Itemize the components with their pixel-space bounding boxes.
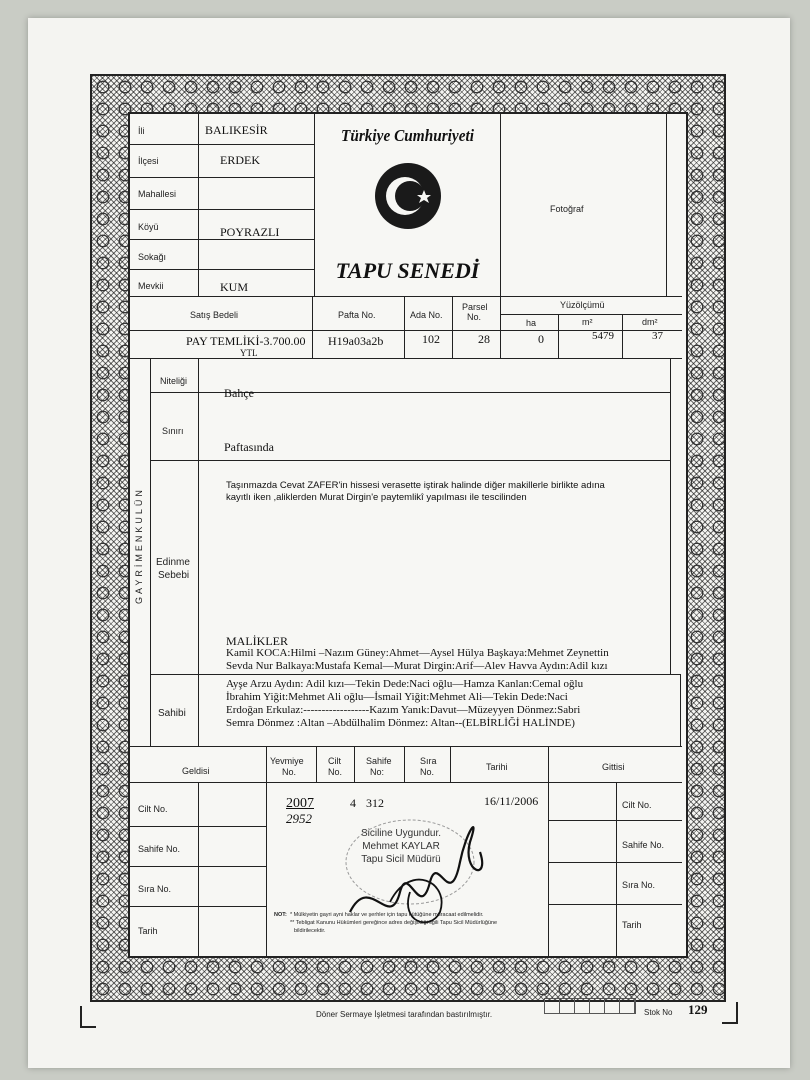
note-line: * Mülkiyetin gayri ayni haklar ve şerhler için tapu kütüğüne müracaat edilmelidir. [290,912,484,918]
tarihi-label: Tarihi [486,762,508,772]
geldisi-sahife-label: Sahife No. [138,844,181,854]
owner-line: Erdoğan Erkulaz:------------------Kazım Yanık:Davut—Müzeyyen Dönmez:Sabri [226,704,581,716]
geldisi-label: Geldisi [182,766,210,776]
ilce-label: İlçesi [138,156,159,166]
edinme-label-2: Sebebi [158,570,190,581]
gittisi-sira-label: Sıra No. [622,880,656,890]
yevmiye-value: 2007 [286,796,314,811]
tarih-value: 16/11/2006 [484,794,539,808]
ada-value: 102 [422,332,440,346]
parsel-label-no: No. [467,312,482,322]
geldisi-sira-label: Sıra No. [138,884,172,894]
owner-line: Semra Dönmez :Altan –Abdülhalim Dönmez: Altan--(ELBİRLİĞİ HALİNDE) [226,717,575,729]
stok-label: Stok No [644,1008,673,1017]
owner-line: Kamil KOCA:Hilmi –Nazım Güney:Ahmet—Aysel Hülya Başkaya:Mehmet Zeynettin [226,647,609,659]
m2-value: 5479 [592,330,614,342]
geldisi-tarih-label: Tarih [138,926,158,936]
owner-line: Sevda Nur Balkaya:Mustafa Kemal—Murat Dirgin:Arif—Alev Havva Aydın:Adil kızı [226,660,608,672]
owner-line: İbrahim Yiğit:Mehmet Ali oğlu—İsmail Yiğit:Mehmet Ali—Tekin Dede:Naci [226,691,568,703]
stok-number: 129 [688,1002,708,1017]
crescent-star-emblem [374,162,442,230]
note-line: bildirilecektir. [294,928,326,934]
owners-title: MALİKLER [226,634,288,648]
parsel-value: 28 [478,332,490,346]
gittisi-cilt-label: Cilt No. [622,800,652,810]
mahalle-label: Mahallesi [138,189,177,199]
koy-value: POYRAZLI [220,225,280,239]
owner-line: Ayşe Arzu Aydın: Adil kızı—Tekin Dede:Naci oğlu—Hamza Kanlan:Cemal oğlu [226,678,584,690]
satis-value: PAY TEMLİKİ-3.700.00 [186,334,306,348]
ha-label: ha [526,318,537,328]
il-value: BALIKESİR [205,123,268,137]
sira-label-no: No. [420,767,435,777]
sahibi-label: Sahibi [158,708,186,719]
koy-label: Köyü [138,222,159,232]
yevmiye-label-no: No. [282,767,297,777]
satis-label: Satış Bedeli [190,310,239,320]
note-label: NOT: [274,912,287,918]
siniri-value: Paftasında [224,440,274,454]
gittisi-tarih-label: Tarih [622,920,642,930]
stamp-line: Mehmet KAYLAR [362,841,440,852]
gittisi-label: Gittisi [602,762,625,772]
printer-note: Döner Sermaye İşletmesi tarafından bastırılmıştır. [316,1010,493,1019]
cilt-label-no: No. [328,767,343,777]
edinme-text-2: kayıtlı iken ,aliklerden Murat Dirgin'e paytemlikî yapılması ile tescilinden [226,492,527,503]
ilce-value: ERDEK [220,153,260,167]
mevki-label: Mevkii [138,281,164,291]
cilt-label: Cilt [328,756,341,766]
edinme-label: Edinme [156,557,190,568]
gittisi-sahife-label: Sahife No. [622,840,665,850]
sahife-label-no: No: [370,767,385,777]
barcode-boxes [544,998,636,1014]
photo-label: Fotoğraf [550,204,584,214]
yevmiye-label: Yevmiye [270,756,304,766]
sokak-label: Sokağı [138,252,167,262]
parsel-label: Parsel [462,302,488,312]
geldisi-cilt-label: Cilt No. [138,804,168,814]
satis-currency: YTL [240,348,258,358]
stamp-line: Tapu Sicil Müdürü [361,854,441,865]
pafta-value: H19a03a2b [328,334,384,348]
il-label: İli [138,126,145,136]
m2-label: m² [582,317,593,327]
stamp-line: Siciline Uygundur. [360,828,442,839]
sira-label: Sıra [420,756,437,766]
niteligi-label: Niteliği [160,376,188,386]
country-name: Türkiye Cumhuriyeti [340,126,475,145]
note-line: ** Tebligat Kanunu Hükümleri gereğince adres değişikliği ilgili Tapu Sicil Müdürlüğüne [290,920,498,926]
cilt-value: 4 [350,796,356,810]
dm2-label: dm² [642,317,658,327]
deed-title: TAPU SENEDİ [335,258,480,283]
sahife-value: 312 [366,796,384,810]
yuzolcumu-label: Yüzölçümü [560,300,605,310]
sahife-label: Sahife [366,756,392,766]
gayrimenkul-side-label: GAYRİMENKULÜN [134,487,144,604]
corner-mark-left [80,1006,96,1028]
pafta-label: Pafta No. [338,310,376,320]
yevmiye-handwritten: 2952 [286,811,312,826]
mevki-value: KUM [220,280,249,294]
ha-value: 0 [538,332,544,346]
niteligi-value: Bahçe [224,386,254,400]
deed-form [128,112,688,958]
edinme-text-1: Taşınmazda Cevat ZAFER'in hissesi verasette iştirak halinde diğer makillerle birlikte adına [226,480,605,491]
corner-mark-right [722,1002,738,1024]
siniri-label: Sınırı [162,426,184,436]
ada-label: Ada No. [410,310,443,320]
dm2-value: 37 [652,330,663,342]
